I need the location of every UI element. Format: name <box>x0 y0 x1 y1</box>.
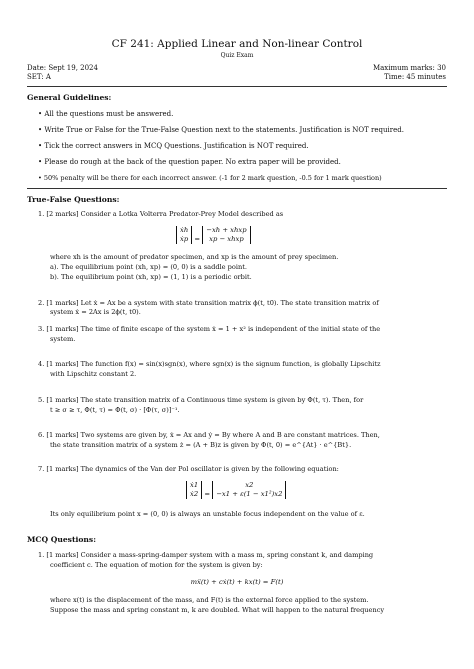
true-false-heading: True-False Questions: <box>27 195 120 204</box>
tf-q6-continued: the state transition matrix of a system ż = (A + B)z is given by Φ(t, 0) = e^{At} · e^{Bt}. <box>50 441 352 449</box>
tf-q4-continued: with Lipschitz constant 2. <box>50 370 137 378</box>
tf-q1-where: where xh is the amount of predator specimen, and xp is the amount of prey specimen. <box>50 253 339 261</box>
exam-set: SET: A <box>27 73 51 81</box>
guideline-item: • Tick the correct answers in MCQ Questions. Justification is NOT required. <box>38 142 309 150</box>
exam-subtitle: Quiz Exam <box>220 52 254 59</box>
tf-question-7: 7. [1 marks] The dynamics of the Van der Pol oscillator is given by the following equation: <box>38 465 339 473</box>
equation-lhs: ẋh ẋp <box>176 226 192 244</box>
guideline-item: • All the questions must be answered. <box>38 110 174 118</box>
guideline-item: • Please do rough at the back of the question paper. No extra paper will be provided. <box>38 158 341 166</box>
mcq-q1-line-2: coefficient c. The equation of motion for the system is given by: <box>50 561 263 569</box>
guideline-item: • Write True or False for the True-False Question next to the statements. Justification is NOT required. <box>38 126 404 134</box>
tf-q5-continued: t ≥ σ ≥ τ, Φ(t, τ) = Φ(t, σ) · [Φ(τ, σ)]⁻¹. <box>50 406 180 414</box>
mcq-question-1: 1. [1 marks] Consider a mass-spring-damper system with a mass m, spring constant k, and damping <box>38 551 374 559</box>
tf-question-6: 6. [1 marks] Two systems are given by, ẋ = Ax and ẏ = By where A and B are constant matrices. Then, <box>38 431 380 439</box>
mcq-q1-line-4: Suppose the mass and spring constant m, k are doubled. What will happen to the natural frequency <box>50 606 385 614</box>
tf-question-3: 3. [1 marks] The time of finite escape of the system ẋ = 1 + x² is independent of the initial state of the <box>38 325 381 333</box>
equation-rhs: −xh + xhxp xp − xhxp <box>202 226 250 244</box>
guideline-item: • 50% penalty will be there for each incorrect answer. (-1 for 2 mark question, -0.5 for 1 mark question) <box>38 174 382 182</box>
tf-q1-part-b: b). The equilibrium point (xh, xp) = (1, 1) is a periodic orbit. <box>50 273 252 281</box>
exam-title: CF 241: Applied Linear and Non-linear Control <box>111 38 363 50</box>
guidelines-heading: General Guidelines: <box>27 93 112 102</box>
lotka-volterra-equation: ẋh ẋp = −xh + xhxp xp − xhxp <box>176 226 251 244</box>
tf-q7-statement: Its only equilibrium point x = (0, 0) is always an unstable focus independent on the value of ε. <box>50 510 365 518</box>
tf-q2-continued: system ẋ = 2Ax is 2ϕ(t, t0). <box>50 308 141 316</box>
mass-spring-damper-equation: mẍ(t) + cẋ(t) + kx(t) = F(t) <box>190 578 284 586</box>
tf-q3-continued: system. <box>50 335 76 343</box>
max-marks: Maximum marks: 30 <box>372 64 446 72</box>
equation-rhs: x2 −x1 + ε(1 − x1²)x2 <box>212 481 286 499</box>
tf-question-4: 4. [1 marks] The function f(x) = sin(x)sgn(x), where sgn(x) is the signum function, is globally Lipschitz <box>38 360 381 368</box>
mcq-heading: MCQ Questions: <box>27 535 97 544</box>
tf-question-2: 2. [1 marks] Let ẋ = Ax be a system with state transition matrix ϕ(t, t0). The state transition matrix of <box>38 299 379 307</box>
tf-question-5: 5. [1 marks] The state transition matrix of a Continuous time system is given by Φ(t, τ). Then, for <box>38 396 364 404</box>
tf-question-1: 1. [2 marks] Consider a Lotka Volterra Predator-Prey Model described as <box>38 210 284 218</box>
exam-time: Time: 45 minutes <box>384 73 446 81</box>
mcq-q1-line-3: where x(t) is the displacement of the mass, and F(t) is the external force applied to the system. <box>50 596 369 604</box>
van-der-pol-equation: ẋ1 ẋ2 = x2 −x1 + ε(1 − x1²)x2 <box>186 481 286 499</box>
exam-date: Date: Sept 19, 2024 <box>27 64 98 72</box>
tf-q1-part-a: a). The equilibrium point (xh, xp) = (0, 0) is a saddle point. <box>50 263 247 271</box>
equation-lhs: ẋ1 ẋ2 <box>186 481 202 499</box>
guidelines-divider <box>27 188 447 189</box>
header-divider <box>27 86 447 87</box>
